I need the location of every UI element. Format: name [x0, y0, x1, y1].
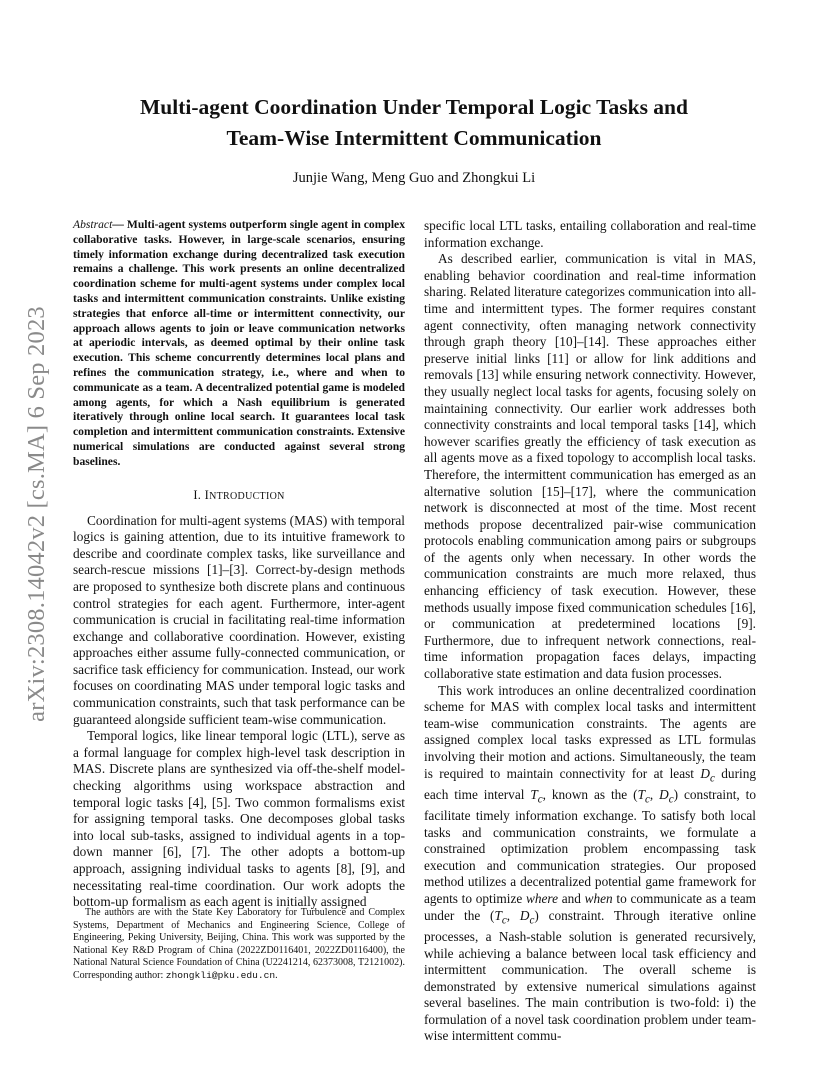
p4-text-3: , known as the (: [542, 786, 638, 802]
emph-when: when: [584, 891, 613, 907]
author-list: Junjie Wang, Meng Guo and Zhongkui Li: [292, 170, 536, 186]
right-column: [424, 218, 756, 1045]
math-dc: $D_c$: [519, 907, 535, 927]
title-line-1: Multi-agent Coordination Under Temporal Logic Tasks and: [140, 95, 688, 119]
section-heading-introduction: [73, 488, 405, 503]
footnote: [73, 907, 405, 982]
intro-paragraph-1: Coordination for multi-agent systems (MAS) with temporal logics is gaining attention, due to its intuitive framework to describe and coordinate complex tasks, like surveillance and search-rescue missions [1]–[3]. Correct-by-design methods are proposed to synthesize both discrete plans and continuous control strategies for each agent. Furthermore, inter-agent communication is crucial in facilitating real-time information exchange and collaborative coordination. However, existing approaches either assume fully-connected communication, or sacrifice task efficiency for communication. Instead, our work focuses on coordinating MAS under temporal logic tasks and communication constraints, such that task performance can be guaranteed alongside sufficient team-wise communication.: [73, 512, 405, 727]
math-tc: $T_c$: [637, 786, 650, 806]
title-line-2: Team-Wise Intermittent Communication: [226, 126, 602, 150]
abstract-label: Abstract: [73, 218, 113, 231]
section-first-letter: I: [204, 487, 210, 502]
footnote-end: .: [275, 969, 278, 981]
p4-text-4: ) constraint, to facilitate timely information exchange. To satisfy both local tasks and communication constraints, we formulate a constrained optimization problem encompassing task execution and communication strategies. Our proposed method utilizes a decentralized potential game framework for agents to optimize: [424, 786, 756, 907]
math-tc: $T_c$: [530, 786, 543, 806]
emph-where: where: [525, 891, 558, 907]
intro-paragraph-3: As described earlier, communication is vital in MAS, enabling behavior coordination and real-time information sharing. Related literature categorizes communication into all-time and intermittent types. The former requires constant agent connectivity, often managing network connectivity through graph theory [10]–[14]. These approaches either preserve initial links [11] or allow for link additions and removals [13] while ensuring network connectivity. However, they usually neglect local tasks for agents, focusing solely on maintaining connectivity. Our earlier work addresses both connectivity constraints and local temporal tasks [14], which however scarifies greatly the efficiency of task execution as all agents move as a fixed topology to accomplish local tasks. Therefore, the intermittent communication has emerged as an alternative solution [15]–[17], where the communication network is disconnected at most of the time. Most recent methods propose decentralized pair-wise communication protocols enabling communication among pairs or subgroups of the agents only when necessary. In other words the communication constraints are much more relaxed, thus enhancing efficiency of task execution. However, these methods usually impose fixed communication schedules [16], or communication at predetermined locations [9]. Furthermore, due to infrequent network connections, real-time information propagation faces delays, impacting collaborative state estimation and data fusion processes.: [424, 251, 756, 682]
footnote-email: zhongkli@pku.edu.cn: [165, 969, 276, 981]
abstract-text: — Multi-agent systems outperform single agent in complex collaborative tasks. However, in large-scale scenarios, ensuring timely information exchange during decentralized task execution remains a challenge. This work presents an online decentralized coordination scheme for multi-agent systems under complex local tasks and intermittent communication constraints. Unlike existing strategies that enforce all-time or intermittent connectivity, our approach allows agents to join or leave communication networks at aperiodic intervals, as deemed optimal by their online task execution. This scheme concurrently determines local plans and refines the communication strategy, i.e., where and when to communicate as a team. A decentralized potential game is modeled among agents, for which a Nash equilibrium is generated iteratively through online local search. It guarantees local task completion and intermittent communication constraints. Extensive numerical simulations are conducted against several strong baselines.: [73, 218, 405, 468]
section-rest: NTRODUCTION: [209, 490, 285, 502]
intro-paragraph-2: Temporal logics, like linear temporal logic (LTL), serve as a formal language for complex high-level task description in MAS. Discrete plans are synthesized via off-the-shelf model-checking algorithms using workspace abstraction and temporal logic tasks [4], [5]. Two common formalisms exist for assigning temporal tasks. One decomposes global tasks into local sub-tasks, assigned to individual agents in a top-down manner [6], [7]. The other adopts a bottom-up approach, assigning individual tasks to agents [8], [9], and necessitating real-time coordination. Our work adopts the bottom-up formalism as each agent is initially assigned: [73, 728, 405, 910]
math-dc: $D_c$: [659, 786, 674, 806]
intro-paragraph-4: This work introduces an online decentralized coordination scheme for MAS with complex local tasks and intermittent team-wise communication constraints. The agents are assigned complex local tasks expressed as LTL formulas involving their motion and actions. Simultaneously, the team is required to maintain connectivity for at least $D_c$ during each time interval $T_c$, known as the ($T_c$, $D_c$) constraint, to facilitate timely information exchange. To satisfy both local tasks and communication constraints, we formulate a constrained optimization problem encompassing task execution and communication strategies. Our proposed method utilizes a decentralized potential game framework for agents to optimize where and when to communicate as a team under the ($T_c$, $D_c$) constraint. Through iterative online processes, a Nash-stable solution is generated recursively, while achieving a balance between local task efficiency and intermittent communication. The overall scheme is demonstrated by extensive numerical simulations against several baselines. The main contribution is two-fold: i) the formulation of a novel task coordination problem under team-wise intermittent commu-: [424, 682, 757, 1044]
math-tc: $T_c$: [494, 907, 507, 927]
section-number: I.: [193, 487, 202, 502]
arxiv-identifier: arXiv:2308.14042v2 [cs.MA] 6 Sep 2023: [23, 306, 50, 722]
footnote-text: The authors are with the State Key Laboratory for Turbulence and Complex Systems, Department of Mechanics and Engineering Science, College of Engineering, Peking University, Beijing, China. This work was supported by the National Key R&D Program of China (2022ZD0116401, 2022ZD0116400), the National Natural Science Foundation of China (U2241214, 62373008, T2121002). Corresponding author:: [73, 907, 405, 981]
p4-text-6: ) constraint. Through iterative online processes, a Nash-stable solution is generated recursively, while achieving a balance between local task efficiency and intermittent communication. The overall scheme is demonstrated by extensive numerical simulations against several baselines. The main contribution is two-fold: i) the formulation of a novel task coordination problem under team-wise intermittent commu-: [424, 907, 756, 1044]
p4-text-5: to communicate as a team under the (: [424, 891, 757, 923]
p4-text-2: during each time interval: [424, 765, 756, 802]
abstract: [73, 218, 405, 470]
left-column: [73, 218, 405, 911]
arxiv-sidebar: [20, 286, 54, 742]
intro-continuation: specific local LTL tasks, entailing collaboration and real-time information exchange.: [424, 218, 756, 250]
math-dc: $D_c$: [700, 765, 715, 785]
paper-title: [90, 92, 738, 154]
p4-text-1: This work introduces an online decentralized coordination scheme for MAS with complex local tasks and intermittent team-wise communication constraints. The agents are assigned complex local tasks expressed as LTL formulas involving their motion and actions. Simultaneously, the team is required to maintain connectivity for at least: [424, 682, 756, 781]
